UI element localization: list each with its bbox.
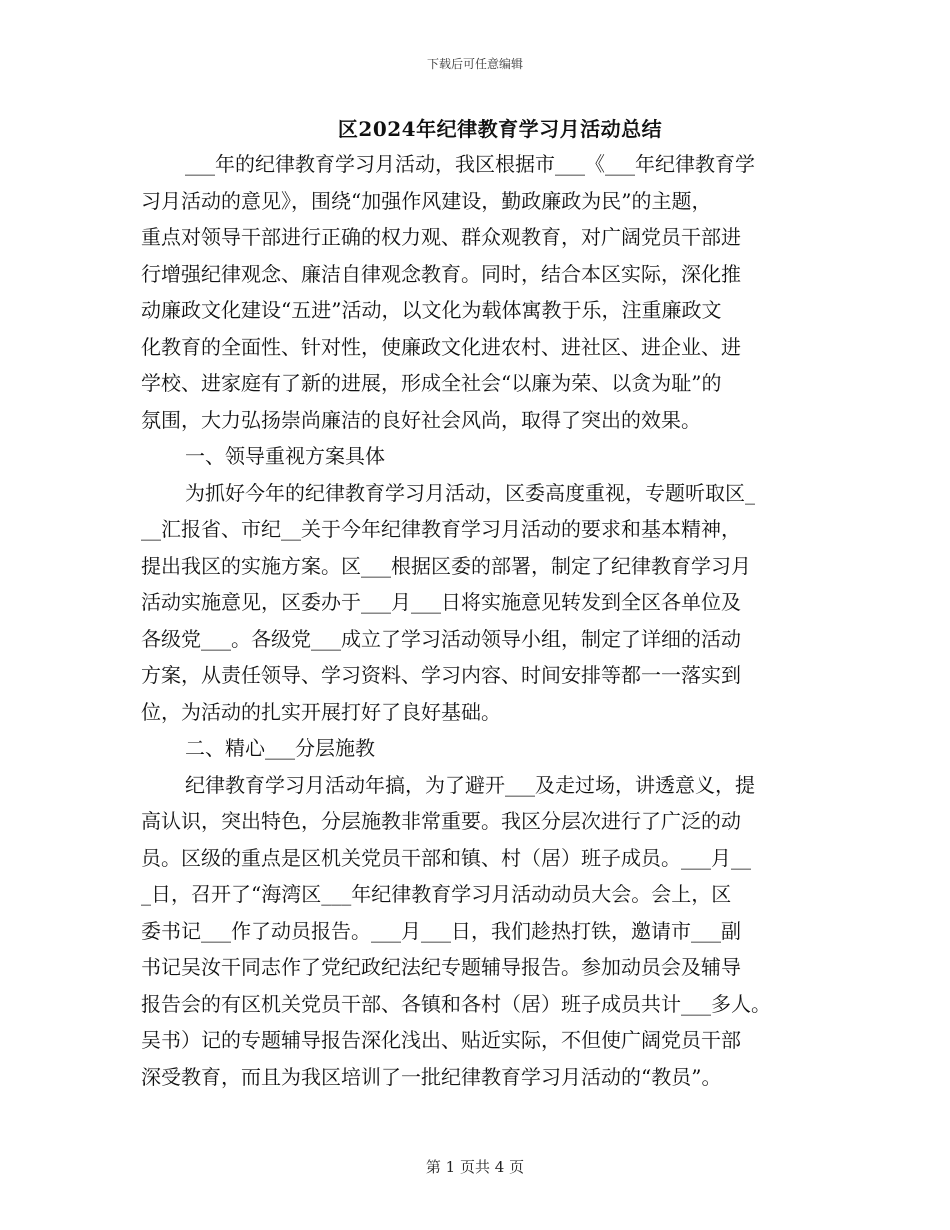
paragraph-line: 动廉政文化建设“五进”活动，以文化为载体寓教于乐，注重廉政文 [141,298,722,322]
paragraph-line: 员。区级的重点是区机关党员干部和镇、村（居）班子成员。___月__ [141,845,751,870]
paragraph-line: 学校、进家庭有了新的进展，形成全社会“以廉为荣、以贪为耻”的 [141,371,722,395]
paragraph-line: ___年的纪律教育学习月活动，我区根据市___《___年纪律教育学 [185,152,755,176]
paragraph-line: 为抓好今年的纪律教育学习月活动，区委高度重视，专题听取区_ [185,480,755,505]
paragraph-line: 深受教育，而且为我区培训了一批纪律教育学习月活动的“教员”。 [141,1064,722,1089]
paragraph-line: 行增强纪律观念、廉洁自律观念教育。同时，结合本区实际，深化推 [141,261,741,286]
paragraph-line: 氛围，大力弘扬崇尚廉洁的良好社会风尚，取得了突出的效果。 [141,407,701,432]
paragraph-line: 习月活动的意见》，围绕“加强作风建设，勤政廉政为民”的主题， [141,188,712,213]
paragraph-line: 位，为活动的扎实开展打好了良好基础。 [141,699,501,724]
section-heading: 二、精心___分层施教 [185,736,375,760]
paragraph-line: 委书记___作了动员报告。___月___日，我们趁热打铁，邀请市___副 [141,918,741,943]
paragraph-line: 报告会的有区机关党员干部、各镇和各村（居）班子成员共计___多人。 [141,991,771,1016]
document-title: 区2024年纪律教育学习月活动总结 [337,117,663,141]
page-number: 第 1 页共 4 页 [425,1158,525,1176]
paragraph-line: 重点对领导干部进行正确的权力观、群众观教育，对广阔党员干部进 [141,225,741,249]
paragraph-line: 提出我区的实施方案。区___根据区委的部署，制定了纪律教育学习月 [141,553,751,578]
header-note: 下载后可任意编辑 [426,57,523,71]
paragraph-line: 方案，从责任领导、学习资料、学习内容、时间安排等都一一落实到 [141,663,741,687]
paragraph-line: 纪律教育学习月活动年搞，为了避开___及走过场，讲透意义，提 [185,772,755,797]
paragraph-line: 化教育的全面性、针对性，使廉政文化进农村、进社区、进企业、进 [141,334,741,359]
paragraph-line: 高认识，突出特色，分层施教非常重要。我区分层次进行了广泛的动 [141,809,741,833]
document-body [141,146,816,1095]
section-heading: 一、领导重视方案具体 [185,444,385,468]
paragraph-line: __汇报省、市纪__关于今年纪律教育学习月活动的要求和基本精神， [141,517,741,541]
paragraph-line: 活动实施意见，区委办于___月___日将实施意见转发到全区各单位及 [141,590,741,614]
paragraph-line: 吴书）记的专题辅导报告深化浅出、贴近实际，不但使广阔党员干部 [141,1028,741,1052]
paragraph-line: _日，召开了“海湾区___年纪律教育学习月活动动员大会。会上，区 [141,882,732,906]
paragraph-line: 各级党___。各级党___成立了学习活动领导小组，制定了详细的活动 [141,626,741,651]
paragraph-line: 书记吴汝干同志作了党纪政纪法纪专题辅导报告。参加动员会及辅导 [141,955,741,979]
